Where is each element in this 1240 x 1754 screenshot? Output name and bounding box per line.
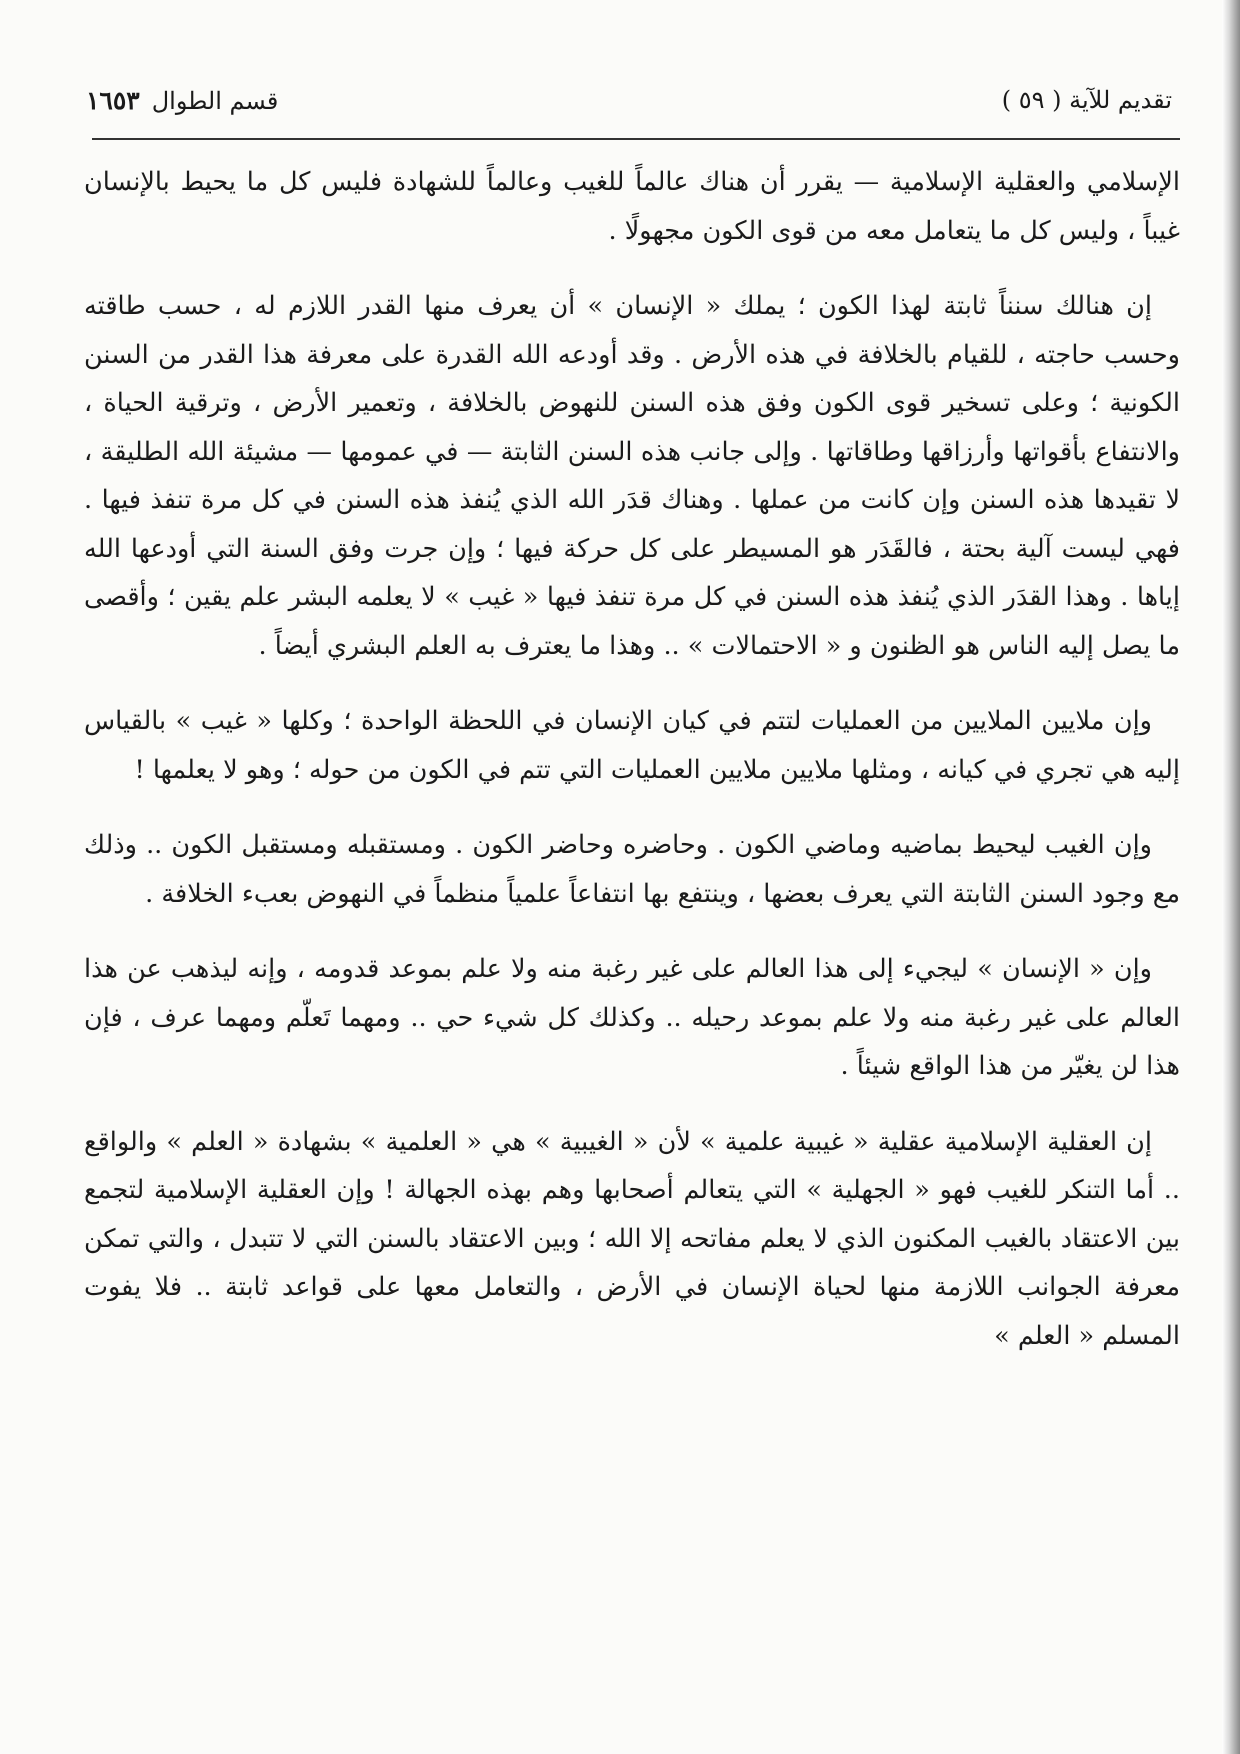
header-divider bbox=[92, 138, 1180, 140]
paragraph: وإن ملايين الملايين من العمليات لتتم في كيان الإنسان في اللحظة الواحدة ؛ وكلها « غيب » بالقياس إليه هي تجري في كيانه ، ومثلها ملايين ملايين العمليات التي تتم في الكون من حوله ؛ وهو لا يعلمها ! bbox=[84, 706, 1180, 785]
header-left bbox=[86, 86, 278, 115]
paragraph: إن هنالك سنناً ثابتة لهذا الكون ؛ يملك « الإنسان » أن يعرف منها القدر اللازم له ، حسب طاقته وحسب حاجته ، للقيام بالخلافة في هذه الأرض . وقد أودعه الله القدرة على معرفة هذا القدر من السنن الكونية ؛ وعلى تسخير قوى الكون وفق هذه السنن للنهوض بالخلافة ، وتعمير الأرض ، وترقية الحياة ، والانتفاع بأقواتها وأرزاقها وطاقاتها . وإلى جانب هذه السنن الثابتة — في عمومها — مشيئة الله الطليقة ، لا تقيدها هذه السنن وإن كانت من عملها . وهناك قدَر الله الذي يُنفذ هذه السنن في كل مرة تنفذ فيها . فهي ليست آلية بحتة ، فالقَدَر هو المسيطر على كل حركة فيها ؛ وإن جرت وفق السنة التي أودعها الله إياها . وهذا القدَر الذي يُنفذ هذه السنن في كل مرة تنفذ فيها « غيب » لا يعلمه البشر علم يقين ؛ وأقصى ما يصل إليه الناس هو الظنون و « الاحتمالات » .. وهذا ما يعترف به العلم البشري أيضاً . bbox=[84, 291, 1180, 661]
page-binding-shadow bbox=[1222, 0, 1240, 1754]
paragraph: وإن الغيب ليحيط بماضيه وماضي الكون . وحاضره وحاضر الكون . ومستقبله ومستقبل الكون .. وذلك مع وجود السنن الثابتة التي يعرف بعضها ، وينتفع بها انتفاعاً علمياً منظماً في النهوض بعبء الخلافة . bbox=[84, 830, 1180, 909]
chapter-title: تقديم للآية ( ٥٩ ) bbox=[1001, 86, 1172, 114]
paragraph: إن العقلية الإسلامية عقلية « غيبية علمية » لأن « الغيبية » هي « العلمية » بشهادة « العلم » والواقع .. أما التنكر للغيب فهو « الجهلية » التي يتعالم أصحابها وهم بهذه الجهالة ! وإن العقلية الإسلامية لتجمع بين الاعتقاد بالغيب المكنون الذي لا يعلم مفاتحه إلا الله ؛ وبين الاعتقاد بالسنن التي لا تتبدل ، والتي تمكن معرفة الجوانب اللازمة منها لحياة الإنسان في الأرض ، والتعامل معها على قواعد ثابتة .. فلا يفوت المسلم « العلم » bbox=[84, 1126, 1180, 1351]
paragraph: وإن « الإنسان » ليجيء إلى هذا العالم على غير رغبة منه ولا علم بموعد قدومه ، وإنه ليذهب عن هذا العالم على غير رغبة منه ولا علم بموعد رحيله .. وكذلك كل شيء حي .. ومهما تَعلّم ومهما عرف ، فإن هذا لن يغيّر من هذا الواقع شيئاً . bbox=[84, 954, 1180, 1081]
running-header bbox=[80, 82, 1180, 130]
page-body bbox=[84, 158, 1180, 1360]
paragraph: الإسلامي والعقلية الإسلامية — يقرر أن هناك عالماً للغيب وعالماً للشهادة فليس كل ما يحيط بالإنسان غيباً ، وليس كل ما يتعامل معه من قوى الكون مجهولًا . bbox=[84, 167, 1180, 246]
section-title: قسم الطوال bbox=[151, 87, 279, 115]
page-number: ١٦٥٣ bbox=[86, 86, 140, 115]
